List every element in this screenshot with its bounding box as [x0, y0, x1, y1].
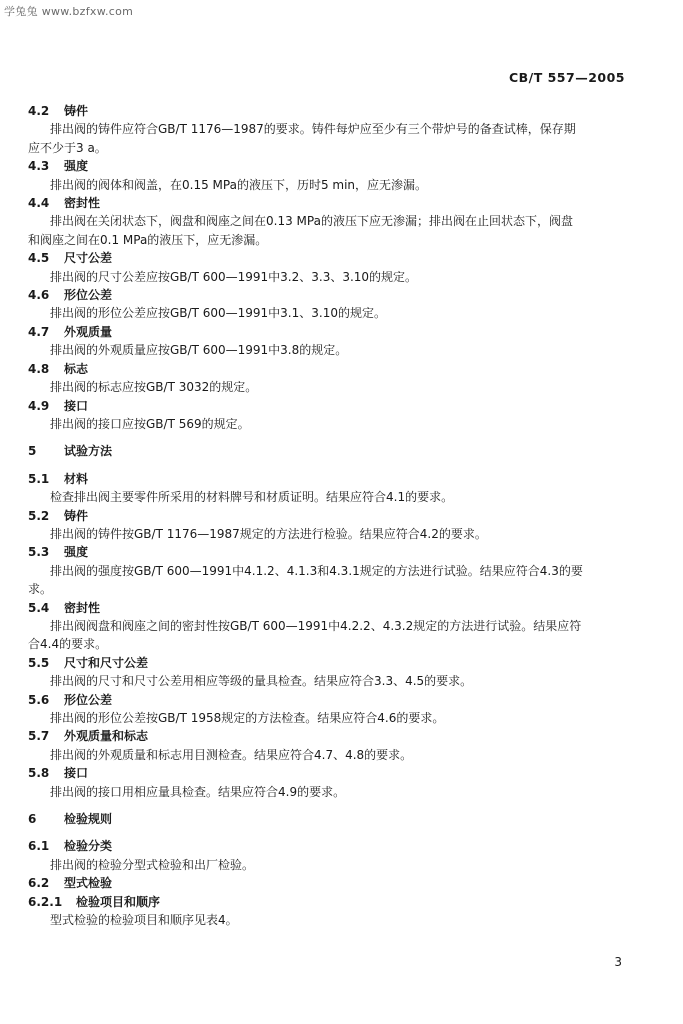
- section-gap: [28, 828, 638, 837]
- section-number: 5.7: [28, 729, 50, 744]
- paragraph-line: 型式检验的检验项目和顺序见表4。: [50, 913, 238, 928]
- section-heading: [28, 727, 638, 745]
- section-heading: [28, 654, 638, 672]
- section-title: 尺寸公差: [64, 251, 113, 266]
- paragraph-line: 检查排出阀主要零件所采用的材料牌号和材质证明。结果应符合4.1的要求。: [50, 490, 454, 505]
- paragraph-line: 排出阀的铸件按GB/T 1176—1987规定的方法进行检验。结果应符合4.2的要求。: [50, 526, 487, 541]
- paragraph-line: 排出阀的外观质量应按GB/T 600—1991中3.8的规定。: [50, 343, 348, 358]
- section-number: 6.2: [28, 876, 50, 891]
- section-number: 4.7: [28, 324, 50, 339]
- paragraph-line: 排出阀的铸件应符合GB/T 1176—1987的要求。铸件每炉应至少有三个带炉号的备查试棒，保存期: [50, 122, 576, 137]
- paragraph-line: 排出阀的形位公差应按GB/T 600—1991中3.1、3.10的规定。: [50, 306, 386, 321]
- section-number: 5.6: [28, 692, 50, 707]
- section-gap: [28, 461, 638, 470]
- section-title: 强度: [64, 159, 89, 174]
- section-title: 检验项目和顺序: [76, 894, 161, 909]
- paragraph-line: 排出阀的形位公差按GB/T 1958规定的方法检查。结果应符合4.6的要求。: [50, 711, 445, 725]
- section-title: 标志: [64, 361, 89, 376]
- paragraph-line: 排出阀的检验分型式检验和出厂检验。: [50, 857, 255, 872]
- paragraph-line: 排出阀的接口用相应量具检查。结果应符合4.9的要求。: [50, 784, 346, 799]
- section-number: 5.4: [28, 600, 50, 615]
- section-heading: [28, 397, 638, 415]
- watermark-text: 学兔兔 www.bzfxw.com: [4, 5, 134, 18]
- section-number: 6.1: [28, 839, 50, 854]
- section-number: 4.8: [28, 361, 50, 376]
- section-heading: [28, 507, 638, 525]
- section-title: 强度: [64, 545, 89, 560]
- paragraph-line: 排出阀的外观质量和标志用目测检查。结果应符合4.7、4.8的要求。: [50, 747, 413, 762]
- section-heading: [28, 323, 638, 341]
- section-number: 6: [28, 812, 37, 827]
- section-heading: [28, 837, 638, 855]
- section-number: 5.5: [28, 655, 50, 670]
- section-heading: [28, 102, 638, 120]
- paragraph-continuation: 求。: [28, 582, 53, 597]
- section-title: 形位公差: [64, 692, 113, 707]
- document-body: [28, 102, 638, 929]
- section-heading: [28, 286, 638, 304]
- section-title: 试验方法: [64, 444, 113, 459]
- section-number: 4.3: [28, 159, 50, 174]
- section-number: 4.6: [28, 288, 50, 303]
- section-number: 5.8: [28, 766, 50, 781]
- section-heading: [28, 194, 638, 212]
- standard-code: CB/T 557—2005: [508, 70, 625, 85]
- section-heading: [28, 810, 638, 828]
- section-heading: [28, 442, 638, 460]
- page-number: 3: [614, 955, 622, 969]
- section-number: 4.9: [28, 398, 50, 413]
- section-title: 密封性: [64, 196, 101, 211]
- section-number: 5.2: [28, 508, 50, 523]
- section-heading: [28, 691, 638, 709]
- section-title: 型式检验: [64, 876, 113, 891]
- section-title: 检验分类: [64, 839, 113, 854]
- paragraph-line: 排出阀在关闭状态下，阀盘和阀座之间在0.13 MPa的液压下应无渗漏；排出阀在止回状态下，阀盘: [50, 214, 573, 229]
- section-heading: [28, 249, 638, 267]
- section-heading: [28, 893, 638, 911]
- section-number: 6.2.1: [28, 894, 63, 909]
- section-heading: [28, 599, 638, 617]
- section-title: 铸件: [64, 508, 89, 523]
- section-gap: [28, 433, 638, 442]
- section-heading: [28, 543, 638, 561]
- paragraph-line: 排出阀的尺寸和尺寸公差用相应等级的量具检查。结果应符合3.3、4.5的要求。: [50, 674, 473, 689]
- section-heading: [28, 764, 638, 782]
- section-number: 4.4: [28, 196, 50, 211]
- section-heading: [28, 157, 638, 175]
- section-number: 4.2: [28, 104, 50, 118]
- paragraph-line: 排出阀的接口应按GB/T 569的规定。: [50, 416, 250, 431]
- section-gap: [28, 801, 638, 810]
- section-heading: [28, 470, 638, 488]
- paragraph-line: 排出阀的强度按GB/T 600—1991中4.1.2、4.1.3和4.3.1规定的方法进行试验。结果应符合4.3的要: [50, 563, 583, 578]
- paragraph-continuation: 和阀座之间在0.1 MPa的液压下，应无渗漏。: [28, 232, 268, 247]
- section-number: 5: [28, 444, 37, 459]
- paragraph-continuation: 应不少于3 a。: [28, 140, 107, 155]
- section-title: 形位公差: [64, 288, 113, 303]
- section-title: 尺寸和尺寸公差: [64, 655, 149, 670]
- section-heading: [28, 874, 638, 892]
- paragraph-continuation: 合4.4的要求。: [28, 637, 108, 652]
- section-title: 材料: [64, 471, 89, 486]
- section-title: 接口: [64, 766, 89, 781]
- section-title: 接口: [64, 398, 89, 413]
- section-title: 铸件: [64, 104, 89, 118]
- section-title: 密封性: [64, 600, 101, 615]
- section-number: 5.1: [28, 471, 50, 486]
- section-number: 4.5: [28, 251, 50, 266]
- paragraph-line: 排出阀阀盘和阀座之间的密封性按GB/T 600—1991中4.2.2、4.3.2规定的方法进行试验。结果应符: [50, 618, 582, 633]
- paragraph-line: 排出阀的标志应按GB/T 3032的规定。: [50, 380, 258, 395]
- paragraph-line: 排出阀的阀体和阀盖，在0.15 MPa的液压下，历时5 min，应无渗漏。: [50, 177, 428, 192]
- paragraph-line: 排出阀的尺寸公差应按GB/T 600—1991中3.2、3.3、3.10的规定。: [50, 269, 418, 284]
- section-title: 外观质量和标志: [64, 729, 149, 744]
- section-number: 5.3: [28, 545, 50, 560]
- section-title: 检验规则: [64, 812, 113, 827]
- section-heading: [28, 360, 638, 378]
- section-title: 外观质量: [64, 324, 113, 339]
